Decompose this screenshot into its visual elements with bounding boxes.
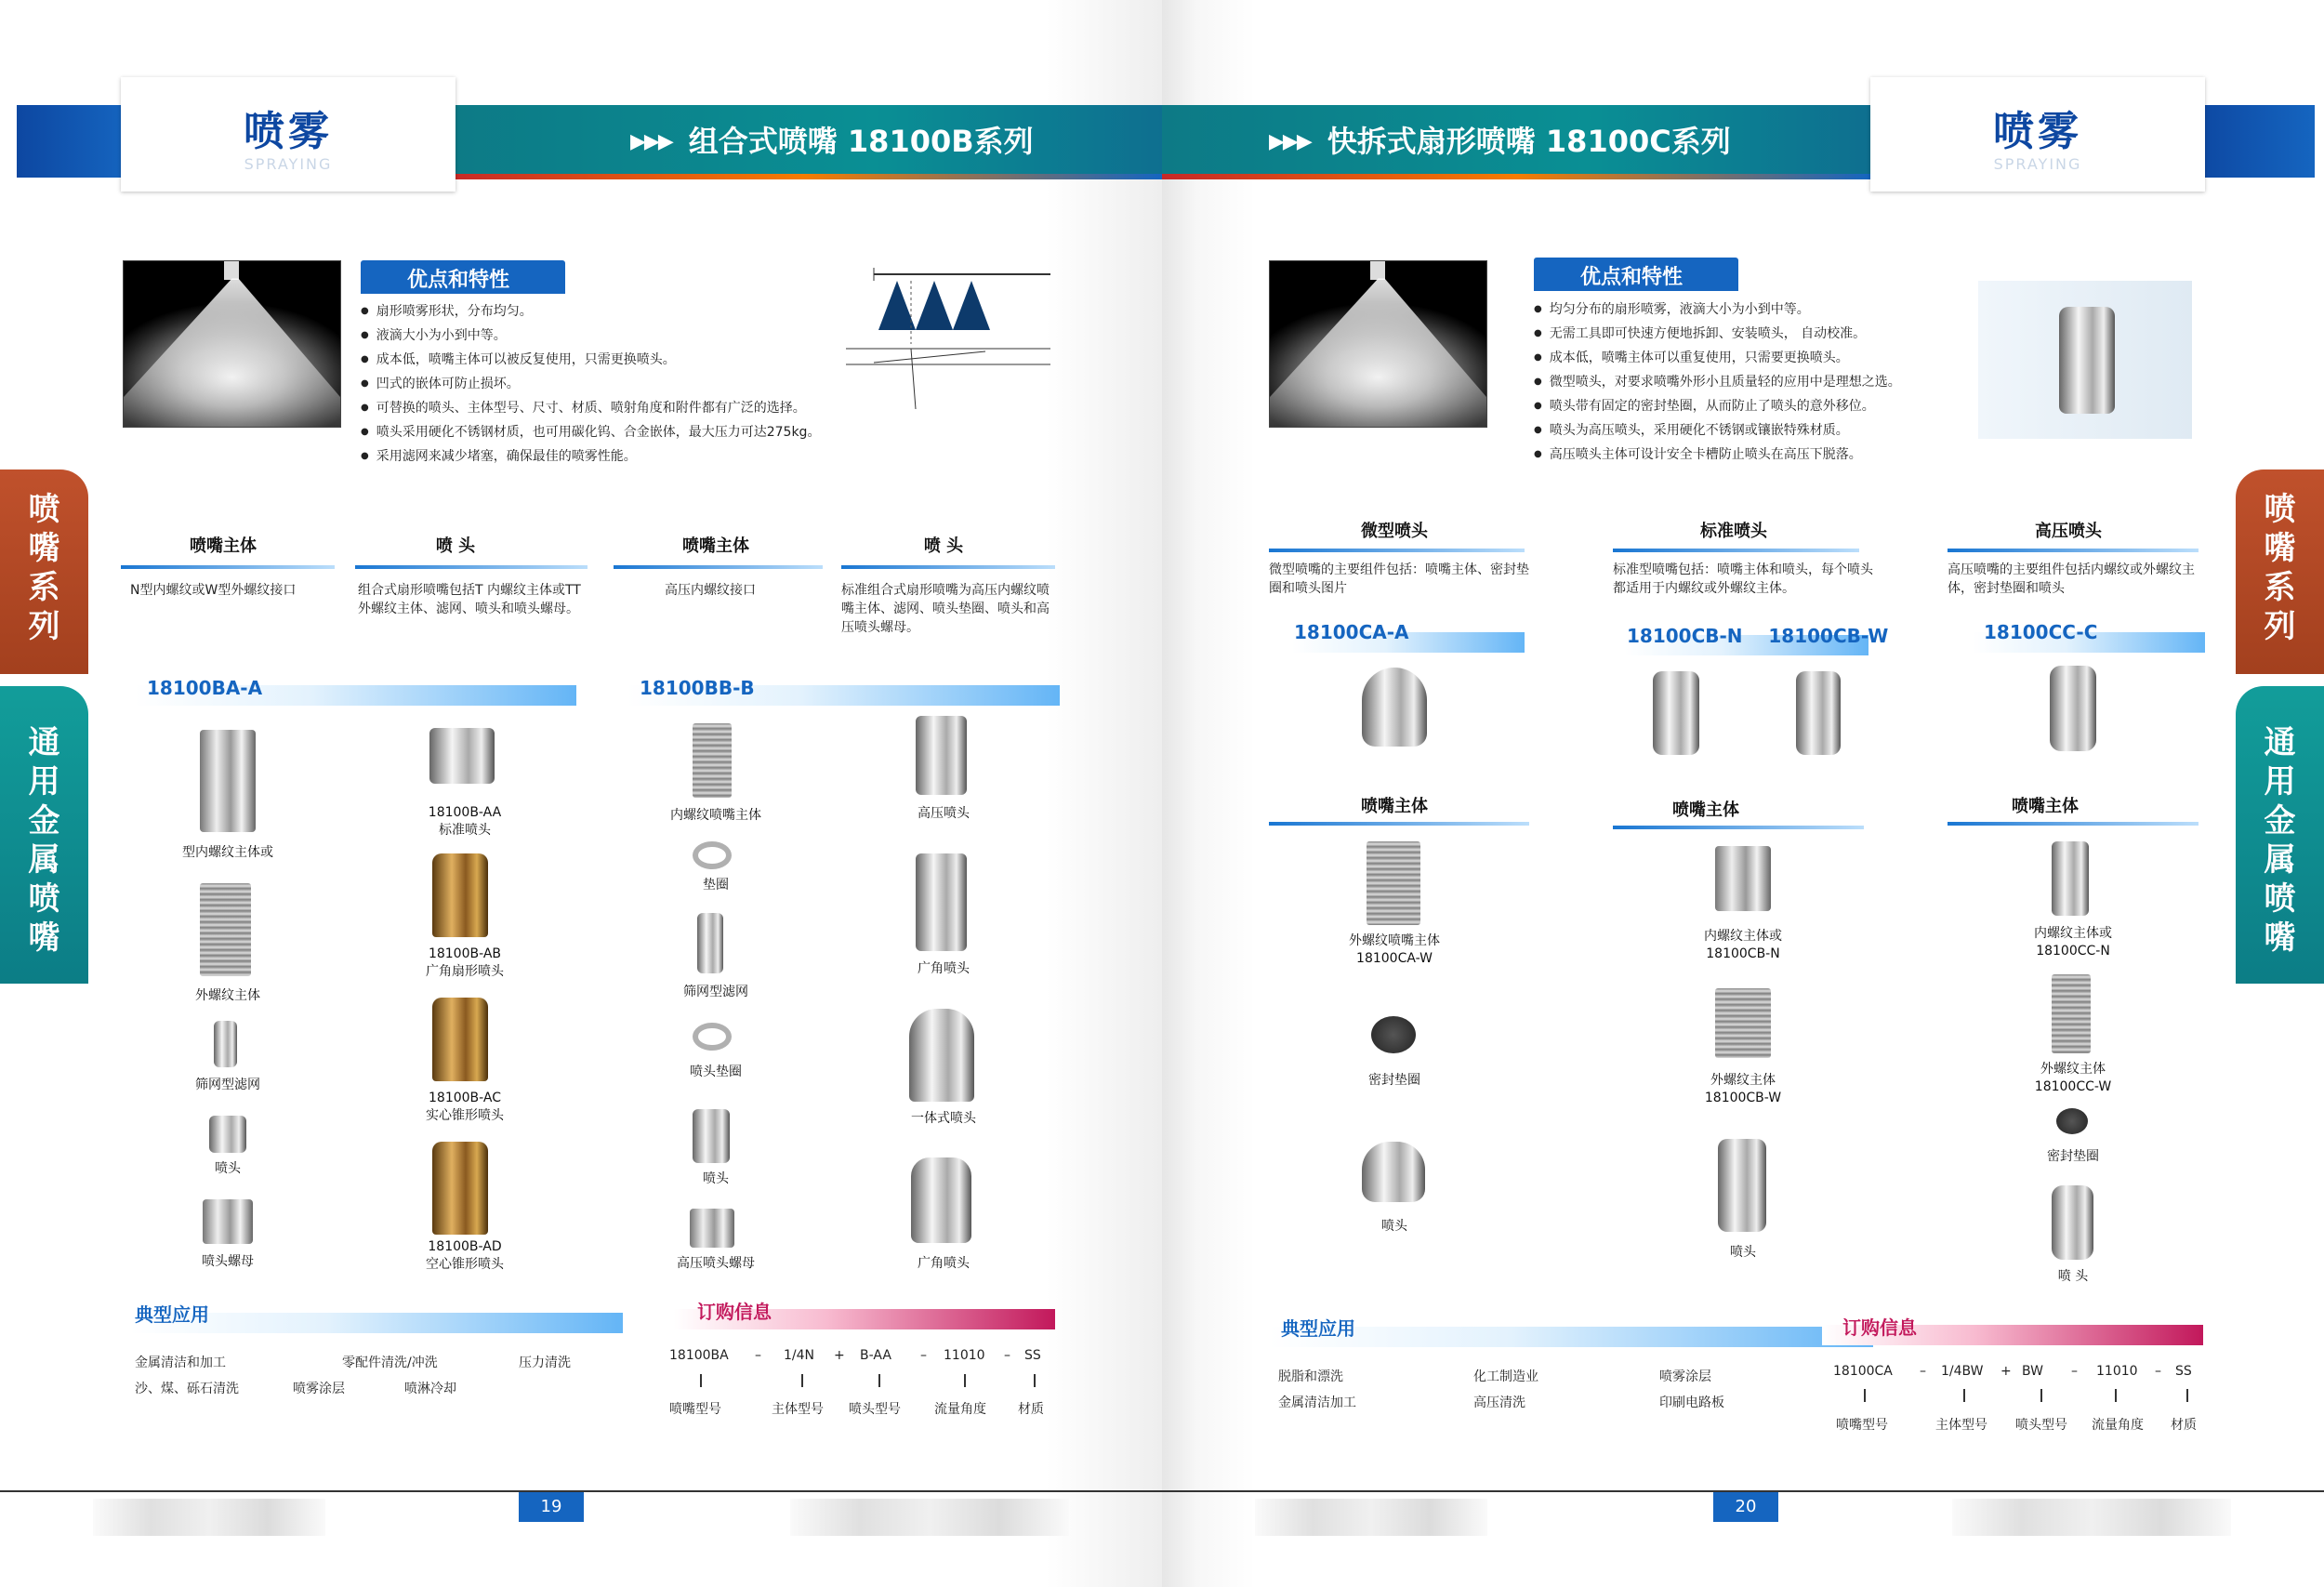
feature-item: ● 扇形喷雾形状，分布均匀。 [361,299,881,324]
part-image [693,1023,732,1051]
part-caption: 喷头 [703,1171,729,1186]
model-code-a: 18100CA-A [1294,621,1409,643]
col-head-standard: 标准喷头 [1700,522,1767,541]
col-head-line [1269,549,1525,552]
app-section-line [1269,1327,1873,1347]
order-tick [2040,1389,2042,1402]
app-item: 金属清洁加工 [1278,1395,1356,1410]
part-image [1796,671,1841,755]
side-tab-category: 通用金属喷嘴 [0,686,88,984]
part-image [909,1009,974,1102]
part-caption: 筛网型滤网 [683,985,748,999]
col-head-line [1269,822,1529,826]
order-code-part: SS [2175,1364,2192,1379]
order-tick [2115,1389,2117,1402]
col-head-tip-b: 喷 头 [923,536,964,556]
app-item: 沙、煤、砾石清洗 [135,1382,239,1396]
order-label: 喷头型号 [2015,1418,2067,1433]
feature-item: ● 成本低，喷嘴主体可以重复使用，只需要更换喷头。 [1534,346,2036,370]
app-item: 脱脂和漂洗 [1278,1369,1343,1384]
app-section-label: 典型应用 [135,1303,209,1326]
col-desc: 组合式扇形喷嘴包括T 内螺纹主体或TT 外螺纹主体、滤网、喷头和喷头螺母。 [358,583,581,616]
order-label: 流量角度 [934,1402,986,1417]
part-image [200,883,251,976]
order-tick [1034,1374,1036,1387]
order-code-sep: – [2071,1364,2078,1379]
part-image [209,1116,246,1153]
col-head-line [614,565,823,569]
part-caption: 喷 头 [2057,1269,2089,1284]
col-head-high: 高压喷头 [2035,522,2102,541]
page-number: 20 [1713,1492,1778,1522]
col-head-line [1948,822,2199,826]
app-item: 喷雾涂层 [293,1382,345,1396]
col-head-line [121,565,335,569]
order-code-part: 1/4N [784,1348,815,1363]
order-section-label: 订购信息 [697,1301,772,1323]
col-head-line [355,565,588,569]
part-caption: 喷头垫圈 [690,1065,742,1079]
order-tick [2186,1389,2188,1402]
feature-item: ● 喷头带有固定的密封垫圈，从而防止了喷头的意外移位。 [1534,394,2036,418]
part-image [693,1109,730,1163]
part-image [693,841,732,869]
part-image [1715,988,1771,1058]
chevron-right-icon: ▶▶▶ [1269,130,1311,153]
feature-item: ● 无需工具即可快速方便地拆卸、安装喷头， 自动校准。 [1534,322,2036,346]
footer-blur [1255,1499,1487,1536]
body-head: 喷嘴主体 [1361,797,1428,816]
part-image [1718,1139,1766,1232]
order-label: 喷嘴型号 [669,1402,721,1417]
col-head-line [1948,549,2199,552]
part-image [200,730,256,832]
order-tick [700,1374,702,1387]
feature-item: ● 液滴大小为小到中等。 [361,324,881,348]
part-caption: 密封垫圈 [2047,1149,2099,1164]
part-image [697,913,723,973]
order-code-part: 11010 [2096,1364,2138,1379]
part-image [429,728,495,784]
part-image [693,723,732,798]
part-caption: 内螺纹主体或 18100CB-N [1704,929,1782,961]
brand-en: SPRAYING [244,155,333,173]
feature-item: ● 喷头为高压喷头，采用硬化不锈钢或镶嵌特殊材质。 [1534,418,2036,443]
brand-logo [121,77,456,192]
part-image [916,716,967,795]
header-band-blue [17,105,128,178]
part-caption: 18100B-AD 空心锥形喷头 [426,1239,504,1272]
col-desc: 高压喷嘴的主要组件包括内螺纹或外螺纹主体，密封垫圈和喷头 [1948,562,2195,596]
col-head-line [1613,826,1864,829]
order-label: 流量角度 [2092,1418,2144,1433]
features-list [361,299,881,469]
col-head-line [1613,549,1859,552]
part-caption: 外螺纹喷嘴主体 18100CA-W [1349,933,1440,966]
order-label: 主体型号 [772,1402,824,1417]
chevron-right-icon: ▶▶▶ [630,130,672,153]
features-label: 优点和特性 [361,260,565,294]
part-caption: 高压喷头螺母 [677,1256,755,1271]
feature-item: ● 高压喷头主体可设计安全卡槽防止喷头在高压下脱落。 [1534,443,2036,467]
model-code-b: 18100CB-N 18100CB-W [1627,625,1889,647]
part-caption: 喷头螺母 [202,1254,254,1269]
part-caption: 广角喷头 [918,961,970,976]
spray-photo [123,260,341,428]
part-caption: 外螺纹主体 [195,988,260,1003]
body-head: 喷嘴主体 [1672,800,1739,820]
part-caption: 内螺纹喷嘴主体 [670,808,761,823]
order-tick [964,1374,966,1387]
feature-item: ● 可替换的喷头、主体型号、尺寸、材质、喷射角度和附件都有广泛的选择。 [361,396,881,420]
col-head-body-a: 喷嘴主体 [190,536,257,556]
part-caption: 18100B-AA 标准喷头 [428,805,502,838]
order-code-sep: + [2000,1364,2012,1379]
order-code-part: 1/4BW [1941,1364,1984,1379]
part-caption: 广角喷头 [918,1256,970,1271]
order-code-part: 18100CA [1833,1364,1893,1379]
order-code-sep: – [2155,1364,2161,1379]
part-image [2052,974,2091,1053]
part-image [2052,1185,2093,1260]
feature-item: ● 均匀分布的扇形喷雾，液滴大小为小到中等。 [1534,298,2036,322]
part-caption: 垫圈 [703,878,729,893]
order-label: 材质 [1018,1402,1044,1417]
order-label: 材质 [2171,1418,2197,1433]
body-head: 喷嘴主体 [2012,797,2079,816]
page-right [1162,0,2324,1587]
features-label: 优点和特性 [1534,258,1738,291]
brand-cn: 喷雾 [244,108,333,155]
feature-item: ● 喷头采用硬化不锈钢材质，也可用碳化钨、合金嵌体，最大压力可达275kg。 [361,420,881,444]
col-head-tip-a: 喷 头 [435,536,476,556]
part-image [916,853,967,951]
order-code-sep: – [755,1348,761,1363]
app-item: 喷淋冷却 [404,1382,456,1396]
brand-cn: 喷雾 [1993,108,2082,155]
app-item: 零配件清洗/冲洗 [342,1356,438,1370]
order-code-part: 18100BA [669,1348,729,1363]
part-image [1362,668,1427,747]
part-image [1653,671,1699,755]
page-title: ▶▶▶ 组合式喷嘴 18100B系列 [630,124,1034,159]
app-item: 压力清洗 [519,1356,571,1370]
col-head-body-b: 喷嘴主体 [682,536,749,556]
part-caption: 18100B-AB 广角扇形喷头 [426,946,504,979]
part-image [2056,1108,2088,1134]
part-image [432,998,488,1081]
spray-photo [1269,260,1487,428]
part-caption: 喷头 [215,1161,241,1176]
page-title: ▶▶▶ 快拆式扇形喷嘴 18100C系列 [1269,124,1731,159]
footer-blur [790,1499,1069,1536]
order-tick [1864,1389,1866,1402]
order-code-sep: – [920,1348,927,1363]
app-item: 高压清洗 [1473,1395,1525,1410]
part-image [1371,1016,1416,1053]
part-image [2052,841,2089,916]
app-item: 化工制造业 [1473,1369,1538,1384]
part-caption: 密封垫圈 [1368,1073,1420,1088]
col-head-micro: 微型喷头 [1361,522,1428,541]
part-image [1715,846,1771,911]
order-code-part: BW [2022,1364,2043,1379]
part-caption: 外螺纹主体 18100CC-W [2034,1062,2112,1094]
model-code-b: 18100BB-B [640,677,755,699]
order-code-sep: + [834,1348,845,1363]
order-tick [1963,1389,1965,1402]
features-list [1534,298,2036,467]
part-caption: 喷头 [1381,1219,1407,1234]
part-image [690,1209,734,1248]
order-code-part: B-AA [860,1348,891,1363]
feature-item: ● 成本低，喷嘴主体可以被反复使用，只需更换喷头。 [361,348,881,372]
brand-en: SPRAYING [1993,155,2082,173]
app-item: 印刷电路板 [1659,1395,1724,1410]
col-desc: 高压内螺纹接口 [665,583,756,598]
order-code-sep: – [1004,1348,1010,1363]
app-section-label: 典型应用 [1281,1317,1355,1340]
part-image [2050,666,2096,751]
col-desc: N型内螺纹或W型外螺纹接口 [130,583,297,598]
part-image [1362,1142,1425,1202]
part-image [1367,841,1420,925]
page-number: 19 [519,1492,584,1522]
side-tab-series: 喷嘴系列 [2236,469,2324,674]
col-desc: 标准组合式扇形喷嘴为高压内螺纹喷嘴主体、滤网、喷头垫圈、喷头和高压喷头螺母。 [841,583,1050,635]
side-tab-category: 通用金属喷嘴 [2236,686,2324,984]
footer-blur [93,1499,325,1536]
part-caption: 高压喷头 [918,806,970,821]
app-item: 金属清洁和加工 [135,1356,226,1370]
col-head-line [841,565,1055,569]
order-label: 主体型号 [1935,1418,1987,1433]
col-desc: 标准型喷嘴包括：喷嘴主体和喷头，每个喷头都适用于内螺纹或外螺纹主体。 [1613,562,1873,596]
header-accent-line [1162,174,1870,179]
order-label: 喷嘴型号 [1836,1418,1888,1433]
feature-item: ● 凹式的嵌体可防止损坏。 [361,372,881,396]
brand-logo [1870,77,2205,192]
order-label: 喷头型号 [849,1402,901,1417]
product-image [2059,307,2115,414]
part-caption: 一体式喷头 [911,1111,976,1126]
app-item: 喷雾涂层 [1659,1369,1711,1384]
spray-pattern-diagram [837,260,1060,409]
order-code-part: 11010 [944,1348,985,1363]
side-tab-series: 喷嘴系列 [0,469,88,674]
order-tick [801,1374,803,1387]
part-image [432,1142,488,1235]
col-desc: 微型喷嘴的主要组件包括：喷嘴主体、密封垫圈和喷头图片 [1269,562,1529,596]
order-code-part: SS [1024,1348,1041,1363]
part-caption: 外螺纹主体 18100CB-W [1704,1073,1782,1105]
part-image [214,1021,237,1067]
order-tick [878,1374,880,1387]
model-code-c: 18100CC-C [1984,621,2098,643]
header-band-blue [2194,105,2315,178]
model-code-a: 18100BA-A [147,677,263,699]
footer-blur [1952,1499,2231,1536]
order-section-label: 订购信息 [1842,1316,1917,1339]
feature-item: ● 微型喷头，对要求喷嘴外形小且质量轻的应用中是理想之选。 [1534,370,2036,394]
part-image [911,1157,971,1243]
feature-item: ● 采用滤网来减少堵塞，确保最佳的喷雾性能。 [361,444,881,469]
part-caption: 喷头 [1730,1245,1756,1260]
header-accent-line [446,174,1162,179]
part-image [203,1199,253,1244]
part-caption: 筛网型滤网 [195,1078,260,1092]
part-caption: 内螺纹主体或 18100CC-N [2034,926,2112,959]
part-caption: 型内螺纹主体或 [182,845,273,860]
order-code-sep: – [1920,1364,1926,1379]
part-caption: 18100B-AC 实心锥形喷头 [426,1091,504,1123]
part-image [432,853,488,937]
